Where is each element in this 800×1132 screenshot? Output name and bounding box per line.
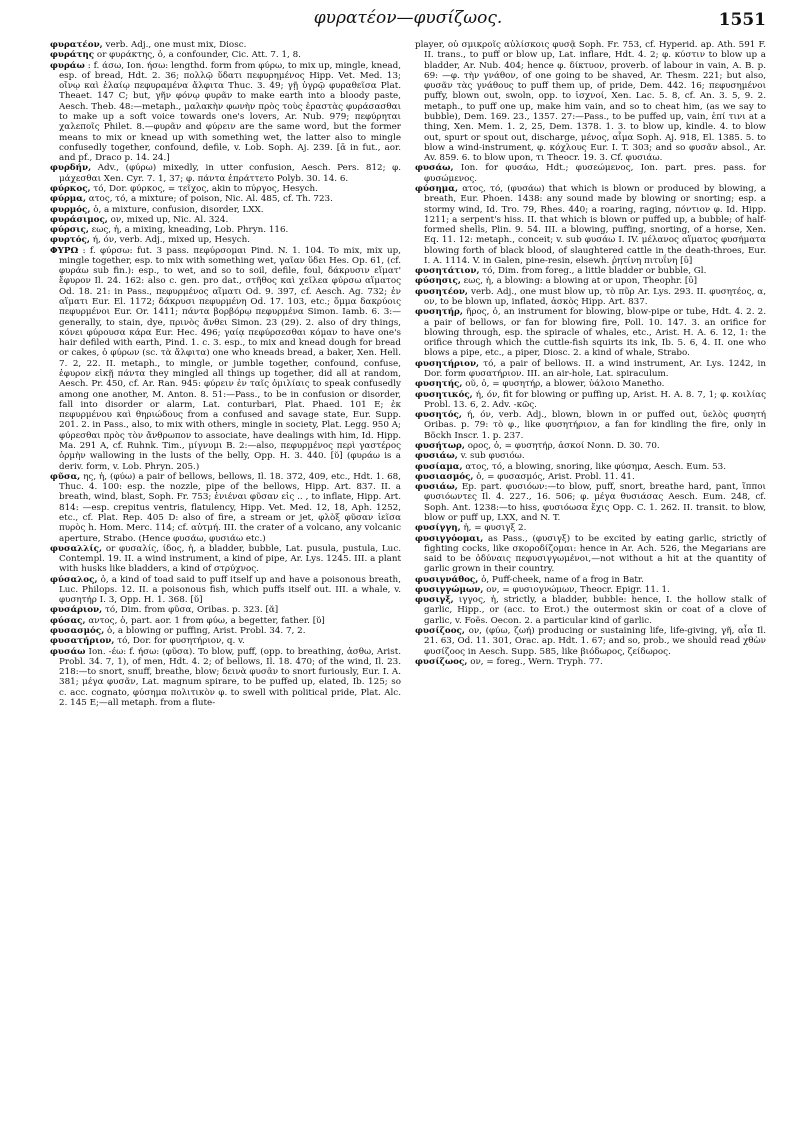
dictionary-entry bbox=[50, 163, 401, 184]
entry-text: τό, Dor. for φυσητήριον, q. v. bbox=[117, 636, 245, 647]
page-header bbox=[50, 0, 766, 40]
entry-headword: φυσιγγώμων, bbox=[415, 584, 484, 595]
entry-text: ον, = foreg., Wern. Tryph. 77. bbox=[470, 656, 603, 667]
dictionary-entry bbox=[415, 657, 766, 667]
dictionary-entry bbox=[415, 276, 766, 286]
entry-headword: φυρμός, bbox=[50, 204, 91, 215]
entry-headword: φῦσα, bbox=[50, 471, 81, 482]
entry-headword: φυρατέον, bbox=[50, 40, 103, 50]
entry-text: τό, a pair of bellows. II. a wind instrument, Ar. Lys. 1242, in Dor. form φυσατήριον. III. an air-hole, Lat. spiraculum. bbox=[424, 358, 766, 379]
entry-text: Ion. -έω: f. ήσω: (φῦσα). To blow, puff, (opp. to breathing, ἀσθω, Arist. Probl. 34. 7, 1), of men, Hdt. 4. 2; of bellows, Il. 18. 470; of the wind, Il. 23. 218:—to snort, snuff, breathe, blow; δεινὰ φυσᾶν to snort furiously, Eur. I. A. 381; μέγα φυσᾶν, Lat. magnum spirare, to be puffed up, elated, Ib. 125; so c. acc. cognato, φύσημα πολιτικὸν φ. to swell with political pride, Plat. Alc. 2. 145 E;—all metaph. from a flute- bbox=[59, 646, 401, 708]
entry-headword: φυσητήριον, bbox=[415, 358, 480, 369]
dictionary-entry bbox=[415, 575, 766, 585]
entry-headword: φυσιγνάθος, bbox=[415, 574, 479, 585]
entry-text: v. sub φυσιόω. bbox=[460, 451, 525, 462]
entry-headword: φυσιάω, bbox=[415, 451, 458, 462]
dictionary-entry bbox=[50, 472, 401, 544]
dictionary-entry bbox=[50, 205, 401, 215]
entry-headword: φύρκος, bbox=[50, 183, 91, 194]
dictionary-entry bbox=[50, 225, 401, 235]
dictionary-entry bbox=[50, 544, 401, 575]
entry-headword: φυσητήρ, bbox=[415, 307, 463, 318]
entry-text: verb. Adj., one must blow up, τὸ πῦρ Ar. Lys. 293. II. φυσητέος, α, ον, to be blown up, inflated, ἀσκὸς Hipp. Art. 837. bbox=[424, 286, 766, 308]
entry-headword: φυσίζωος, bbox=[415, 656, 468, 667]
entry-text: Adv., (φύρω) mixedly, in utter confusion, Aesch. Pers. 812; φ. μάχεσθαι Xen. Cyr. 7. 1, 37; φ. πάντα ἐπράττετο Polyb. 30. 14. 6. bbox=[59, 163, 401, 184]
entry-headword: φυσίαμα, bbox=[415, 461, 463, 472]
entry-headword: φύσας, bbox=[50, 615, 86, 626]
dictionary-entry bbox=[50, 616, 401, 626]
entry-headword: φυσήτωρ, bbox=[415, 440, 465, 451]
entry-headword: φυσατήριον, bbox=[50, 636, 115, 647]
dictionary-entry bbox=[415, 482, 766, 523]
dictionary-entry bbox=[415, 451, 766, 461]
dictionary-entry bbox=[50, 575, 401, 606]
running-head: φυρατέον—φυσίζωος. bbox=[313, 8, 503, 28]
right-column bbox=[415, 40, 766, 708]
entry-headword: φυσητός, bbox=[415, 410, 462, 421]
dictionary-entry bbox=[415, 410, 766, 441]
entry-text: ή, όν, verb. Adj., blown, blown in or puffed out, ὑελὸς φυσητή Oribas. p. 79: τὸ φ., like φυσητήριον, a fan for kindling the fire, only in Böckh Inscr. 1. p. 237. bbox=[424, 410, 766, 441]
entry-text: as Pass., (φυσιγξ) to be excited by eating garlic, strictly of fighting cocks, like σκοροδίζομαι: hence in Ar. Ach. 526, the Megarians are said to be ὀδύναις πεφυσιγγωμένοι,—not without a hit at the quantity of garlic grown in their country. bbox=[424, 533, 766, 575]
entry-text: ἡ, = φυσιγξ 2. bbox=[463, 523, 527, 534]
entry-headword: φυσιασμός, bbox=[415, 471, 474, 482]
entry-headword: φύσησις, bbox=[415, 276, 461, 287]
entry-headword: φυσάριον, bbox=[50, 605, 103, 616]
dictionary-entry bbox=[415, 390, 766, 411]
entry-headword: φυσιάω, bbox=[415, 482, 458, 493]
dictionary-entry bbox=[415, 163, 766, 184]
dictionary-entry bbox=[415, 287, 766, 308]
entry-headword: φυράτης bbox=[50, 50, 95, 61]
entry-text: or φυράκτης, ὁ, a confounder, Cic. Att. 7. 1, 8. bbox=[96, 50, 301, 61]
entry-text: τό, Dor. φύρκος, = τεῖχος, akin to πύργος, Hesych. bbox=[93, 183, 318, 194]
dictionary-entry bbox=[50, 184, 401, 194]
entry-headword: φυσάω, bbox=[415, 163, 454, 174]
dictionary-entry bbox=[50, 40, 401, 50]
entry-headword: φυσητής, bbox=[415, 379, 463, 390]
entry-text: ον, mixed up, Nic. Al. 324. bbox=[110, 214, 229, 225]
entry-headword: φυράσιμος, bbox=[50, 214, 108, 225]
entry-headword: φύσημα, bbox=[415, 183, 458, 194]
entry-headword: φυσαλλίς, bbox=[50, 543, 103, 554]
entry-text: ὁ, Puff-cheek, name of a frog in Batr. bbox=[481, 574, 644, 585]
left-column bbox=[50, 40, 401, 708]
dictionary-entry bbox=[415, 626, 766, 657]
dictionary-entry bbox=[415, 585, 766, 595]
entry-headword: ΦΥΡΩ bbox=[50, 245, 79, 256]
entry-text: ὁ, a kind of toad said to puff itself up and have a poisonous breath, Luc. Philops. 12. II. a poisonous fish, which puffs itself out. III. a whale, v. φυσητήρ I. 3, Opp. H. 1. 368. [ῠ] bbox=[59, 574, 401, 606]
entry-text: ή, όν, verb. Adj., mixed up, Hesych. bbox=[92, 235, 251, 246]
dictionary-entry bbox=[50, 246, 401, 472]
page-number: 1551 bbox=[718, 10, 766, 30]
dictionary-entry bbox=[415, 184, 766, 266]
entry-headword: φυσίγγη, bbox=[415, 523, 461, 534]
entry-headword: φυσιγξ, bbox=[415, 595, 454, 606]
entry-text: τό, Dim. from foreg., a little bladder or bubble, Gl. bbox=[482, 266, 707, 277]
dictionary-entry bbox=[415, 40, 766, 163]
dictionary-entry bbox=[50, 61, 401, 164]
dictionary-entry bbox=[50, 235, 401, 245]
dictionary-entry bbox=[415, 379, 766, 389]
dictionary-entry bbox=[50, 605, 401, 615]
entry-headword: φύρμα, bbox=[50, 194, 86, 205]
entry-text: ὁ, a blowing or puffing, Arist. Probl. 34. 7, 2. bbox=[107, 626, 306, 637]
entry-headword: φυσητικός, bbox=[415, 389, 473, 400]
entry-headword: φυσασμός, bbox=[50, 626, 105, 637]
entry-text: Ion. for φυσάω, Hdt.; φυσεώμενος, Ion. part. pres. pass. for φυσώμενος. bbox=[424, 163, 766, 184]
entry-text: ὁ, a mixture, confusion, disorder, LXX. bbox=[93, 204, 264, 215]
entry-text: ατος, τό, a mixture; of poison, Nic. Al. 485, cf. Th. 723. bbox=[88, 194, 333, 205]
entry-text: ορος, ὁ, = φυσητήρ, ἀσκοί Nonn. D. 30. 70. bbox=[467, 440, 660, 451]
dictionary-entry bbox=[415, 266, 766, 276]
entry-headword: φυσητέον, bbox=[415, 286, 468, 297]
entry-text: εως, ἡ, a mixing, kneading, Lob. Phryn. 116. bbox=[91, 225, 289, 236]
dictionary-entry bbox=[415, 359, 766, 380]
entry-text: Ep. part. φυσιόων:—to blow, puff, snort, breathe hard, pant, ἵπποι φυσιόωντες Il. 4. 227., 16. 506; φ. μέγα θυσιάσας Aesch. Eum. 248, cf. Soph. Ant. 1238:—to hiss, φυσιόωσα ἔχις Opp. C. 1. 262. II. transit. to blow, blow or puff up, LXX, and N. T. bbox=[424, 482, 766, 523]
entry-text: ον, (φύω, ζωή) producing or sustaining life, life-giving, γῆ, αἶα Il. 21. 63, Od. 11. 301, Orac. ap. Hdt. 1. 67; and so, prob., we should read χθὼν φυσίζοος in Aesch. Supp. 585, like βιόδωρος, ζείδωρος. bbox=[424, 626, 766, 657]
dictionary-entry bbox=[415, 462, 766, 472]
entry-text: : f. άσω, Ion. ήσω: lengthd. form from φύρω, to mix up, mingle, knead, esp. of bread, Hdt. 2. 36; πολλῷ ὕδατι πεφυρημένος Hipp. Vet. Med. 13; οἴνῳ καὶ ἐλαίῳ πεφυραμένα ἄλφιτα Thuc. 3. 49; γῇ ὑγρῷ φυραθεῖσα Plat. Theaet. 147 C; but, γῆν φόνῳ φυρᾶν to make earth into a bloody paste, Aesch. Theb. 48:—metaph., μαλακὴν φωνὴν πρὸς τοὺς ἐραστὰς φυράσασθαι to make up a soft voice towards one's lovers, Ar. Nub. 979; πεφύρηται χαλεποῖς Philet. 8.—φυρᾶν and φύρειν are the same word, but the former means to mix or knead up with something wet, the latter also to mingle confusedly together, confound, defile, v. Lob. Soph. Aj. 239. [ᾱ in fut., aor. and pf., Draco p. 14. 24.] bbox=[59, 60, 401, 164]
dictionary-entry bbox=[415, 534, 766, 575]
entry-text: verb. Adj., one must mix, Diosc. bbox=[105, 40, 247, 50]
dictionary-entry bbox=[415, 472, 766, 482]
entry-text: ὁ, = φυσασμός, Arist. Probl. 11. 41. bbox=[476, 471, 635, 482]
columns bbox=[50, 40, 766, 708]
entry-text: ης, ἡ, (φύω) a pair of bellows, bellows, Il. 18. 372, 409, etc., Hdt. 1. 68, Thuc. 4. 100: esp. the nozzle, pipe of the bellows, Hipp. Art. 837. II. a breath, wind, blast, Soph. Fr. 753; ἐνιέναι φῦσαν εἰς .. , to inflate, Hipp. Art. 814: —esp. crepitus ventris, flatulency, Hipp. Vet. Med. 12, 18, Aph. 1252, etc., cf. Plat. Rep. 405 D: also of fire, a stream or jet, φλὸξ φῦσαν ἱεῖσα πυρὸς h. Hom. Merc. 114; cf. αὐτμή. III. the crater of a volcano, any volcanic aperture, Strabo. (Hence φυσάω, φυσιάω etc.) bbox=[59, 471, 401, 544]
entry-text: ιγγος, ἡ, strictly, a bladder, bubble: hence, I. the hollow stalk of garlic, Hipp., or (acc. to Erot.) the outermost skin or coat of a clove of garlic, v. Foës. Oecon. 2. a particular kind of garlic. bbox=[424, 595, 766, 626]
entry-text: τό, Dim. from φῦσα, Oribas. p. 323. [ᾰ] bbox=[104, 605, 279, 616]
entry-text: or φυσαλίς, ίδος, ἡ, a bladder, bubble, Lat. pusula, pustula, Luc. Contempl. 19. II. a wind instrument, a kind of pipe, Ar. Lys. 1245. III. a plant with husks like bladders, a kind of στρύχνος. bbox=[59, 543, 401, 575]
entry-headword: φυρτός, bbox=[50, 235, 90, 246]
entry-headword: φυρδήν, bbox=[50, 163, 92, 174]
entry-text: οῦ, ὁ, = φυσητήρ, a blower, ὑάλοιο Manetho. bbox=[465, 379, 665, 390]
dictionary-entry bbox=[50, 215, 401, 225]
entry-text: ή, όν, fit for blowing or puffing up, Arist. H. A. 8. 7, 1; φ. κοιλίας Probl. 13. 6, 2. Adv. -κῶς. bbox=[424, 389, 766, 410]
entry-headword: φυράω bbox=[50, 60, 85, 71]
entry-headword: φυσητάτιον, bbox=[415, 266, 480, 277]
dictionary-entry bbox=[415, 595, 766, 626]
entry-text: : f. φύρσω: fut. 3 pass. πεφύρσομαι Pind. N. 1. 104. To mix, mix up, mingle together, esp. to mix with something wet, γαῖαν ὕδει Hes. Op. 61, (cf. φυράω sub fin.): esp., to wet, and so to soil, defile, foul, δάκρυσιν εἵματ' ἔφυρον Il. 24. 162: also c. gen. pro dat., στῆθος καὶ χεῖλεα φύρσω αἵματος Od. 18. 21: in Pass., πεφυρμένος αἵματι Od. 9. 397, cf. Aesch. Ag. 732; ἐν αἵματι Eur. El. 1172; δάκρυσι πεφυρμένη Od. 17. 103, etc.; ὄμμα δακρύοις πεφυρμένοι Eur. Or. 1411; πάντα βορβόρῳ πεφυρμένα Simon. Iamb. 6. 3:—generally, to stain, dye, πρινὸς ἄνθει Simon. 23 (29). 2. also of dry things, κόνει φύρουσα κάρα Eur. Hec. 496; γαίᾳ πεφύρσεσθαι κόμαν to have one's hair defiled with earth, Pind. 1. c. 3. esp., to mix and knead dough for bread or cakes, ὁ φύρων (sc. τὰ ἄλφιτα) one who kneads bread, a baker, Xen. Hell. 7. 2, 22. II. metaph., to mingle, or jumble together, confound, confuse, ἐφυρον εἰκῇ πάντα they mingled all things up together, did all at random, Aesch. Pr. 450, cf. Ar. Ran. 945: φύρειν ἐν ταῖς ὁμιλίαις to speak confusedly among one another, M. Anton. 8. 51:—Pass., to be in confusion or disorder, fall into disorder or alarm, Lat. conturbari, Plat. Phaed. 101 E; ἐκ πεφυρμένου καὶ θηριώδους from a confused and savage state, Eur. Supp. 201. 2. in Pass., also, to mix with others, mingle in society, Plat. Legg. 950 A; φύρεσθαι πρὸς τὸν ἄνθρωπον to associate, have dealings with him, Id. Hipp. Ma. 291 A, cf. Ruhnk. Tim., μίγνυμι B. 2:—also, πεφυρμένος περὶ γαστέρος ὀρμὴν wallowing in the lusts of the belly, Opp. H. 3. 440. [ῠ] (φυράω is a deriv. form, v. Lob. Phryn. 205.) bbox=[59, 245, 401, 472]
entry-text: ῆρος, ὁ, an instrument for blowing, blow-pipe or tube, Hdt. 4. 2. 2. a pair of bellows, or fan for blowing fire, Poll. 10. 147. 3. an orifice for blowing through, esp. the spiracle of whales, etc., Arist. H. A. 6. 12, 1: the orifice through which the cuttle-fish squirts its ink, Ib. 5. 6, 4. II. one who blows a pipe, etc., a piper, Diosc. 2. a kind of whale, Strabo. bbox=[424, 307, 766, 359]
entry-headword: φύρσις, bbox=[50, 225, 89, 236]
dictionary-entry bbox=[50, 626, 401, 636]
dictionary-entry bbox=[50, 647, 401, 709]
entry-headword: φυσιγγόομαι, bbox=[415, 533, 484, 544]
entry-headword: φύσαλος, bbox=[50, 574, 98, 585]
dictionary-entry bbox=[50, 636, 401, 646]
entry-text: αντος, ὁ, part. aor. 1 from φύω, a begetter, father. [ῠ] bbox=[88, 615, 325, 626]
entry-text: ον, = φυσιογνώμων, Theocr. Epigr. 11. 1. bbox=[486, 584, 670, 595]
entry-headword: φυσίζοος, bbox=[415, 626, 465, 637]
dictionary-entry bbox=[50, 194, 401, 204]
dictionary-entry bbox=[415, 523, 766, 533]
entry-text: player, οὐ σμικροῖς αὐλίσκοις φυσᾷ Soph. Fr. 753, cf. Hyperid. ap. Ath. 591 F. II. trans., to puff or blow up, Lat. inflare, Hdt. 4. 2; φ. κύστιν to blow up a bladder, Ar. Nub. 404; hence φ. δίκτυον, proverb. of labour in vain, A. B. p. 69: —φ. τὴν γνάθον, of one going to be shaved, Ar. Thesm. 221; but also, φυσᾶν τὰς γνάθους to puff them up, of pride, Dem. 442. 16; πεφυσημένοι puffy, blown out, swoln, opp. to ἰσχνοί, Xen. Lac. 5. 8, cf. An. 3. 5, 9. 2. metaph., to puff one up, make him vain, and so to cheat him, (as we say to bubble), Dem. 169. 23., 1357. 27:—Pass., to be puffed up, vain, ἐπί τινι at a thing, Xen. Mem. 1. 2, 25, Dem. 1378. 1. 3. to blow up, kindle. 4. to blow out, spurt or spout out, discharge, μένος, αἷμα Soph. Aj. 918, El. 1385. 5. to blow a wind-instrument, φ. κόχλους Eur. I. T. 303; and so φυσᾶν absol., Ar. Av. 859. 6. to blow upon, τι Theocr. 19. 3. Cf. φυσιάω. bbox=[415, 40, 766, 164]
entry-text: ατος, τό, a blowing, snoring, like φύσημα, Aesch. Eum. 53. bbox=[465, 461, 727, 472]
entry-headword: φυσάω bbox=[50, 646, 86, 657]
dictionary-entry bbox=[50, 50, 401, 60]
dictionary-entry bbox=[415, 307, 766, 358]
dictionary-entry bbox=[415, 441, 766, 451]
entry-text: ατος, τό, (φυσάω) that which is blown or produced by blowing, a breath, Eur. Phoen. 1438: any sound made by blowing or snorting; esp. a stormy wind, Id. Tro. 79, Rhes. 440; a roaring, raging, πόντιον φ. Id. Hipp. 1211; a serpent's hiss. II. that which is blown or puffed up, a bubble; of half-formed shells, Plin. 9. 54. III. a blowing, puffing, snorting, of a horse, Xen. Eq. 11. 12: metaph., conceit; v. sub φυσάω I. IV. μέλανος αἵματος φυσήματα blowing forth of black blood, of slaughtered cattle in the death-throes, Eur. I. A. 1114. V. in Galen, pine-resin, elsewh. ῥητίνη πιτυΐνη [ῡ] bbox=[424, 183, 766, 266]
entry-text: εως, ἡ, a blowing: a blowing at or upon, Theophr. [ῡ] bbox=[463, 276, 698, 287]
